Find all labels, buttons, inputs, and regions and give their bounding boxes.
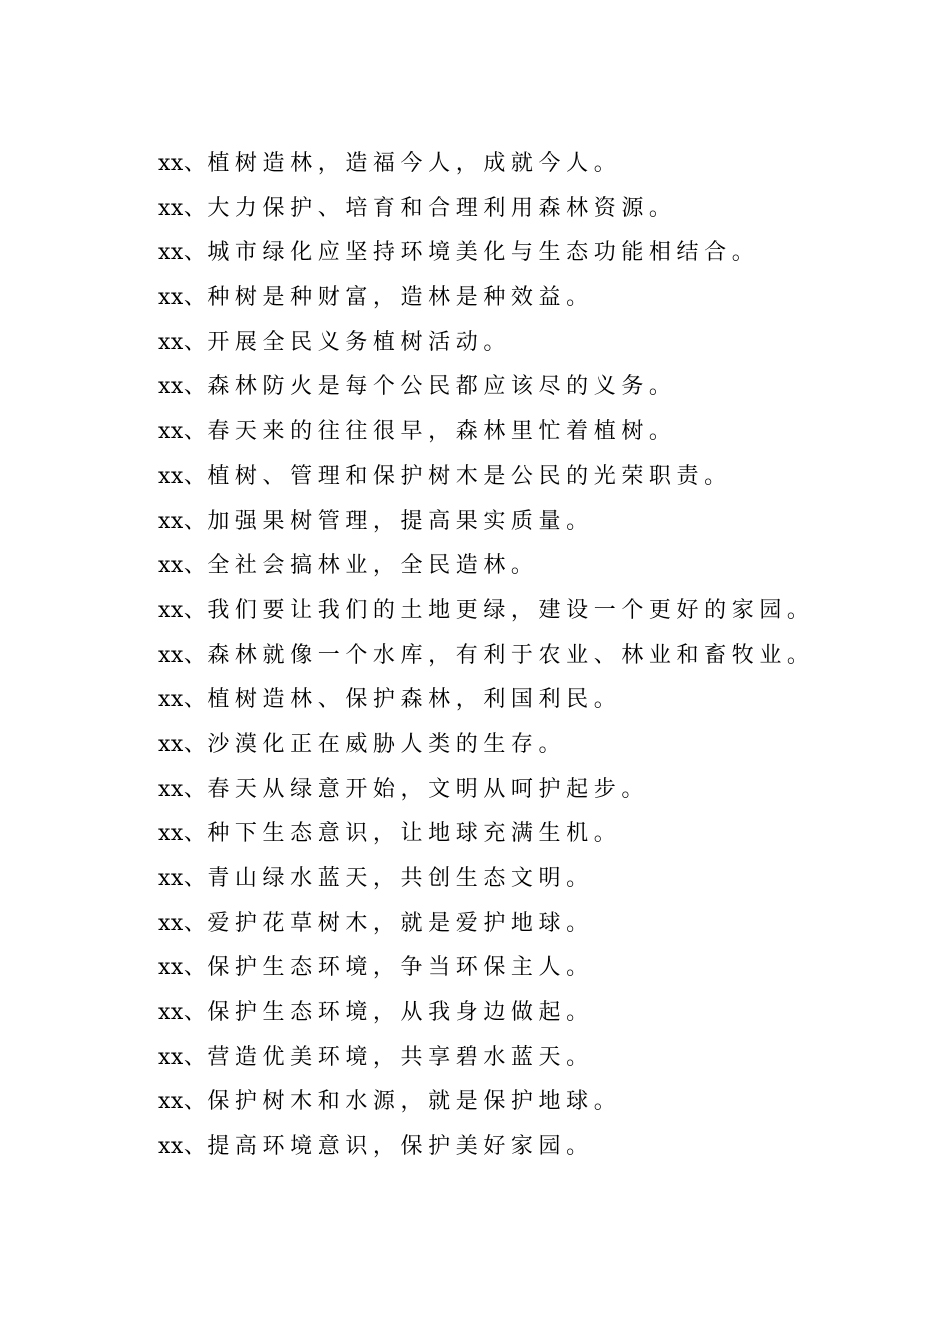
list-item — [158, 455, 815, 500]
item-text: 保护生态环境，争当环保主人。 — [207, 955, 594, 981]
list-item — [158, 142, 815, 187]
slogan-list — [158, 142, 815, 1170]
item-text: 沙漠化正在威胁人类的生存。 — [207, 731, 567, 757]
item-prefix: xx、 — [158, 1089, 207, 1115]
item-text: 加强果树管理，提高果实质量。 — [207, 508, 594, 534]
list-item — [158, 768, 815, 813]
item-prefix: xx、 — [158, 240, 207, 266]
item-text: 全社会搞林业，全民造林。 — [207, 553, 539, 579]
item-text: 保护生态环境，从我身边做起。 — [207, 1000, 594, 1026]
item-text: 植树造林、保护森林，利国利民。 — [207, 687, 622, 713]
item-prefix: xx、 — [158, 151, 207, 176]
item-prefix: xx、 — [158, 508, 207, 534]
list-item — [158, 276, 815, 321]
list-item — [158, 678, 815, 723]
item-prefix: xx、 — [158, 910, 207, 936]
item-text: 春天从绿意开始，文明从呵护起步。 — [207, 776, 649, 802]
list-item — [158, 1125, 815, 1170]
list-item — [158, 410, 815, 455]
item-prefix: xx、 — [158, 866, 207, 891]
item-prefix: xx、 — [158, 553, 207, 579]
list-item — [158, 991, 815, 1036]
item-prefix: xx、 — [158, 419, 207, 445]
item-prefix: xx、 — [158, 374, 207, 400]
item-text: 城市绿化应坚持环境美化与生态功能相结合。 — [207, 240, 760, 266]
item-prefix: xx、 — [158, 195, 207, 221]
item-prefix: xx、 — [158, 1134, 207, 1160]
list-item — [158, 723, 815, 768]
item-text: 种树是种财富，造林是种效益。 — [207, 285, 594, 311]
item-prefix: xx、 — [158, 1044, 207, 1070]
item-text: 森林防火是每个公民都应该尽的义务。 — [207, 374, 677, 400]
list-item — [158, 544, 815, 589]
item-prefix: xx、 — [158, 329, 207, 355]
list-item — [158, 231, 815, 276]
item-prefix: xx、 — [158, 285, 207, 311]
item-text: 种下生态意识，让地球充满生机。 — [207, 821, 622, 847]
item-text: 开展全民义务植树活动。 — [207, 329, 511, 355]
item-prefix: xx、 — [158, 731, 207, 757]
list-item — [158, 946, 815, 991]
item-prefix: xx、 — [158, 776, 207, 802]
item-text: 爱护花草树木，就是爱护地球。 — [207, 910, 594, 936]
item-prefix: xx、 — [158, 1000, 207, 1026]
item-prefix: xx、 — [158, 597, 207, 623]
item-prefix: xx、 — [158, 463, 207, 489]
item-prefix: xx、 — [158, 955, 207, 981]
list-item — [158, 634, 815, 679]
list-item — [158, 812, 815, 857]
list-item — [158, 1080, 815, 1125]
item-prefix: xx、 — [158, 687, 207, 713]
list-item — [158, 902, 815, 947]
list-item — [158, 589, 815, 634]
list-item — [158, 1036, 815, 1081]
list-item — [158, 187, 815, 232]
item-prefix: xx、 — [158, 642, 207, 668]
item-text: 植树造林，造福今人，成就今人。 — [207, 151, 622, 176]
item-text: 春天来的往往很早，森林里忙着植树。 — [207, 419, 677, 445]
item-text: 青山绿水蓝天，共创生态文明。 — [207, 866, 594, 891]
item-text: 我们要让我们的土地更绿，建设一个更好的家园。 — [207, 597, 815, 623]
list-item — [158, 500, 815, 545]
list-item — [158, 321, 815, 366]
item-text: 植树、管理和保护树木是公民的光荣职责。 — [207, 463, 732, 489]
item-text: 保护树木和水源，就是保护地球。 — [207, 1089, 622, 1115]
list-item — [158, 365, 815, 410]
item-text: 大力保护、培育和合理利用森林资源。 — [207, 195, 677, 221]
item-prefix: xx、 — [158, 821, 207, 847]
item-text: 森林就像一个水库，有利于农业、林业和畜牧业。 — [207, 642, 815, 668]
item-text: 营造优美环境，共享碧水蓝天。 — [207, 1044, 594, 1070]
list-item — [158, 857, 815, 902]
item-text: 提高环境意识，保护美好家园。 — [207, 1134, 594, 1160]
